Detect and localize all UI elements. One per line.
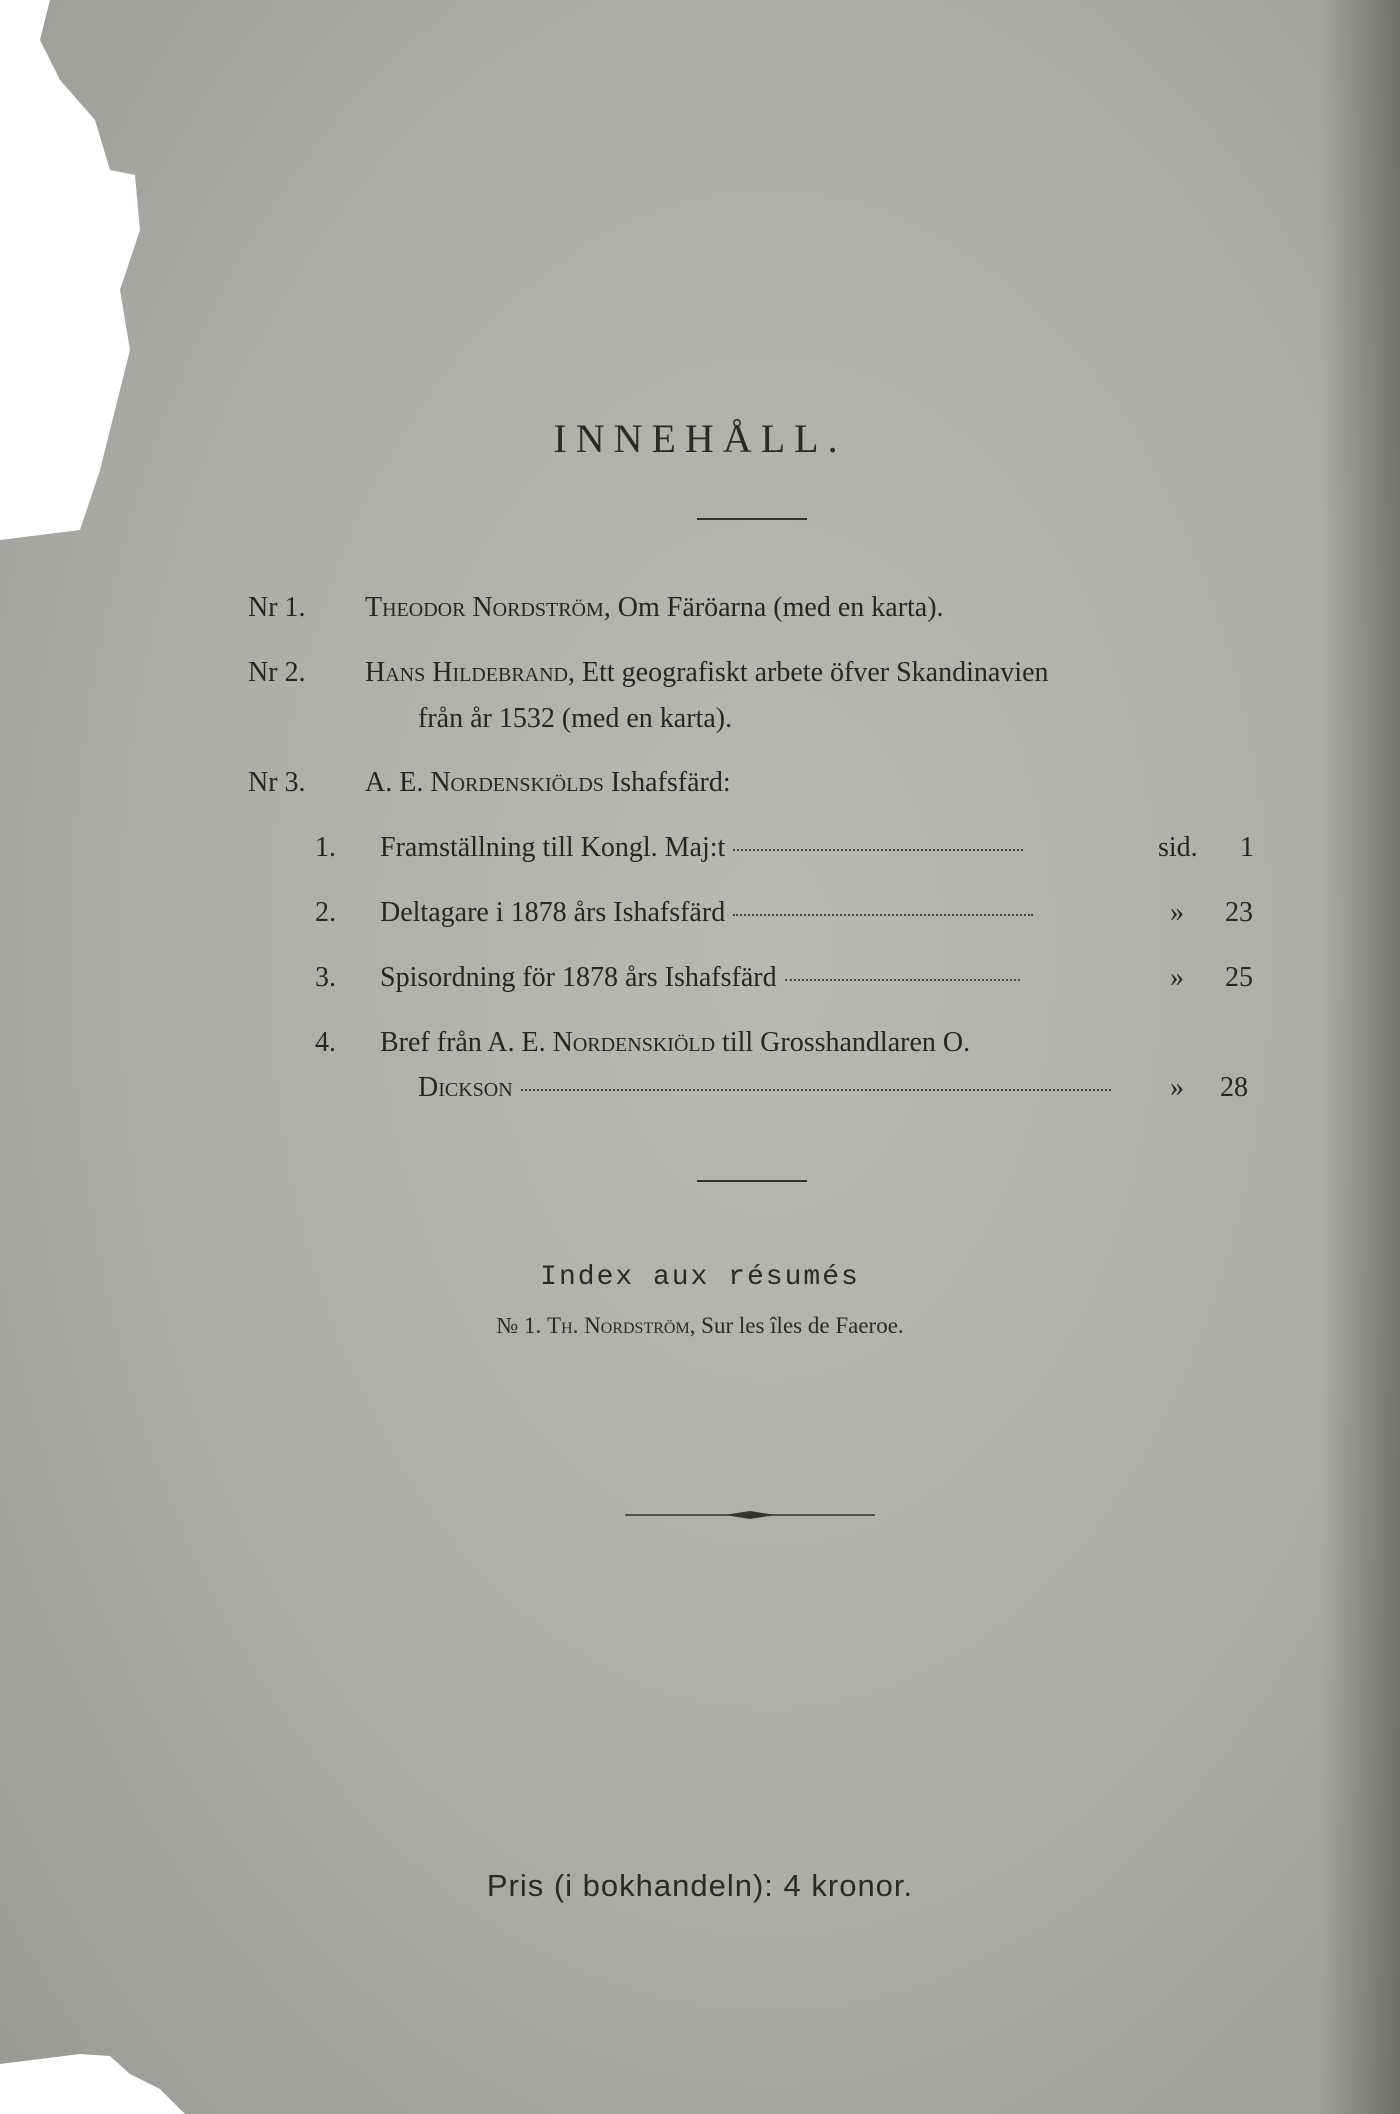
index-author: Th. Nordström, xyxy=(547,1313,696,1338)
dot-leader xyxy=(733,914,1033,916)
index-number: № 1. xyxy=(496,1313,542,1338)
subentry-number: 1. xyxy=(315,832,336,863)
subentry-author: Nordenskiöld xyxy=(552,1027,716,1058)
subentry-title-cont: Dickson xyxy=(418,1072,513,1103)
page-label: sid. xyxy=(1158,832,1198,863)
index-title: Index aux résumés xyxy=(540,1262,860,1293)
subentry-1-text xyxy=(380,832,1260,864)
subentry-4-text xyxy=(380,1027,970,1059)
entry-1-text xyxy=(365,592,944,624)
entry-2-text xyxy=(365,657,1049,689)
subentry-3-text xyxy=(380,962,1260,994)
section-rule xyxy=(697,1180,807,1182)
entry-2 xyxy=(248,657,306,689)
dot-leader xyxy=(521,1089,1111,1091)
title-rule xyxy=(697,518,807,520)
subentry-2-text xyxy=(380,897,1260,929)
entry-number: Nr 3. xyxy=(248,767,306,798)
index-entry xyxy=(0,1313,1400,1339)
entry-title: Om Färöarna (med en karta). xyxy=(617,592,944,623)
price-note: Pris (i bokhandeln): 4 kronor. xyxy=(486,1868,914,1903)
subentry-title: Deltagare i 1878 års Ishafsfärd xyxy=(380,897,726,928)
entry-title: Ishafsfärd: xyxy=(610,767,731,798)
entry-author: Hans Hildebrand, xyxy=(365,657,575,688)
torn-bottom-corner xyxy=(0,2044,200,2114)
subentry-number: 3. xyxy=(315,962,336,993)
subentry-title-after: till Grosshandlaren O. xyxy=(722,1027,971,1058)
entry-author: Theodor Nordström, xyxy=(365,592,611,623)
subentry-title: Spisordning för 1878 års Ishafsfärd xyxy=(380,962,777,993)
subentry-4 xyxy=(315,1027,336,1059)
entry-3-text xyxy=(365,767,731,799)
contents-title: INNEHÅLL. xyxy=(553,416,847,461)
entry-number: Nr 2. xyxy=(248,657,306,688)
subentry-number: 2. xyxy=(315,897,336,928)
entry-number: Nr 1. xyxy=(248,592,306,623)
page-label: » xyxy=(1170,962,1184,993)
ornament-rule xyxy=(625,1505,875,1525)
subentry-title: Bref från A. E. xyxy=(380,1027,546,1058)
dot-leader xyxy=(733,849,1023,851)
index-text: Sur les îles de Faeroe. xyxy=(701,1313,904,1338)
subentry-3 xyxy=(315,962,336,994)
entry-3 xyxy=(248,767,306,799)
entry-author: A. E. Nordenskiölds xyxy=(365,767,604,798)
subentry-2 xyxy=(315,897,336,929)
page-number: 23 xyxy=(1225,897,1253,928)
page-number: 25 xyxy=(1225,962,1253,993)
entry-title-cont: från år 1532 (med en karta). xyxy=(418,703,733,734)
page-label: » xyxy=(1170,897,1184,928)
entry-title: Ett geografiskt arbete öfver Skandinavien xyxy=(582,657,1049,688)
page-number: 28 xyxy=(1220,1072,1248,1103)
page-edge-shadow xyxy=(1320,0,1400,2114)
subentry-number: 4. xyxy=(315,1027,336,1058)
subentry-4-text-cont xyxy=(418,1072,1260,1104)
entry-1 xyxy=(248,592,306,624)
subentry-title: Framställning till Kongl. Maj:t xyxy=(380,832,726,863)
entry-2-text-cont xyxy=(418,703,732,735)
subentry-1 xyxy=(315,832,336,864)
dot-leader xyxy=(785,979,1020,981)
page-number: 1 xyxy=(1240,832,1254,863)
page-label: » xyxy=(1170,1072,1184,1103)
